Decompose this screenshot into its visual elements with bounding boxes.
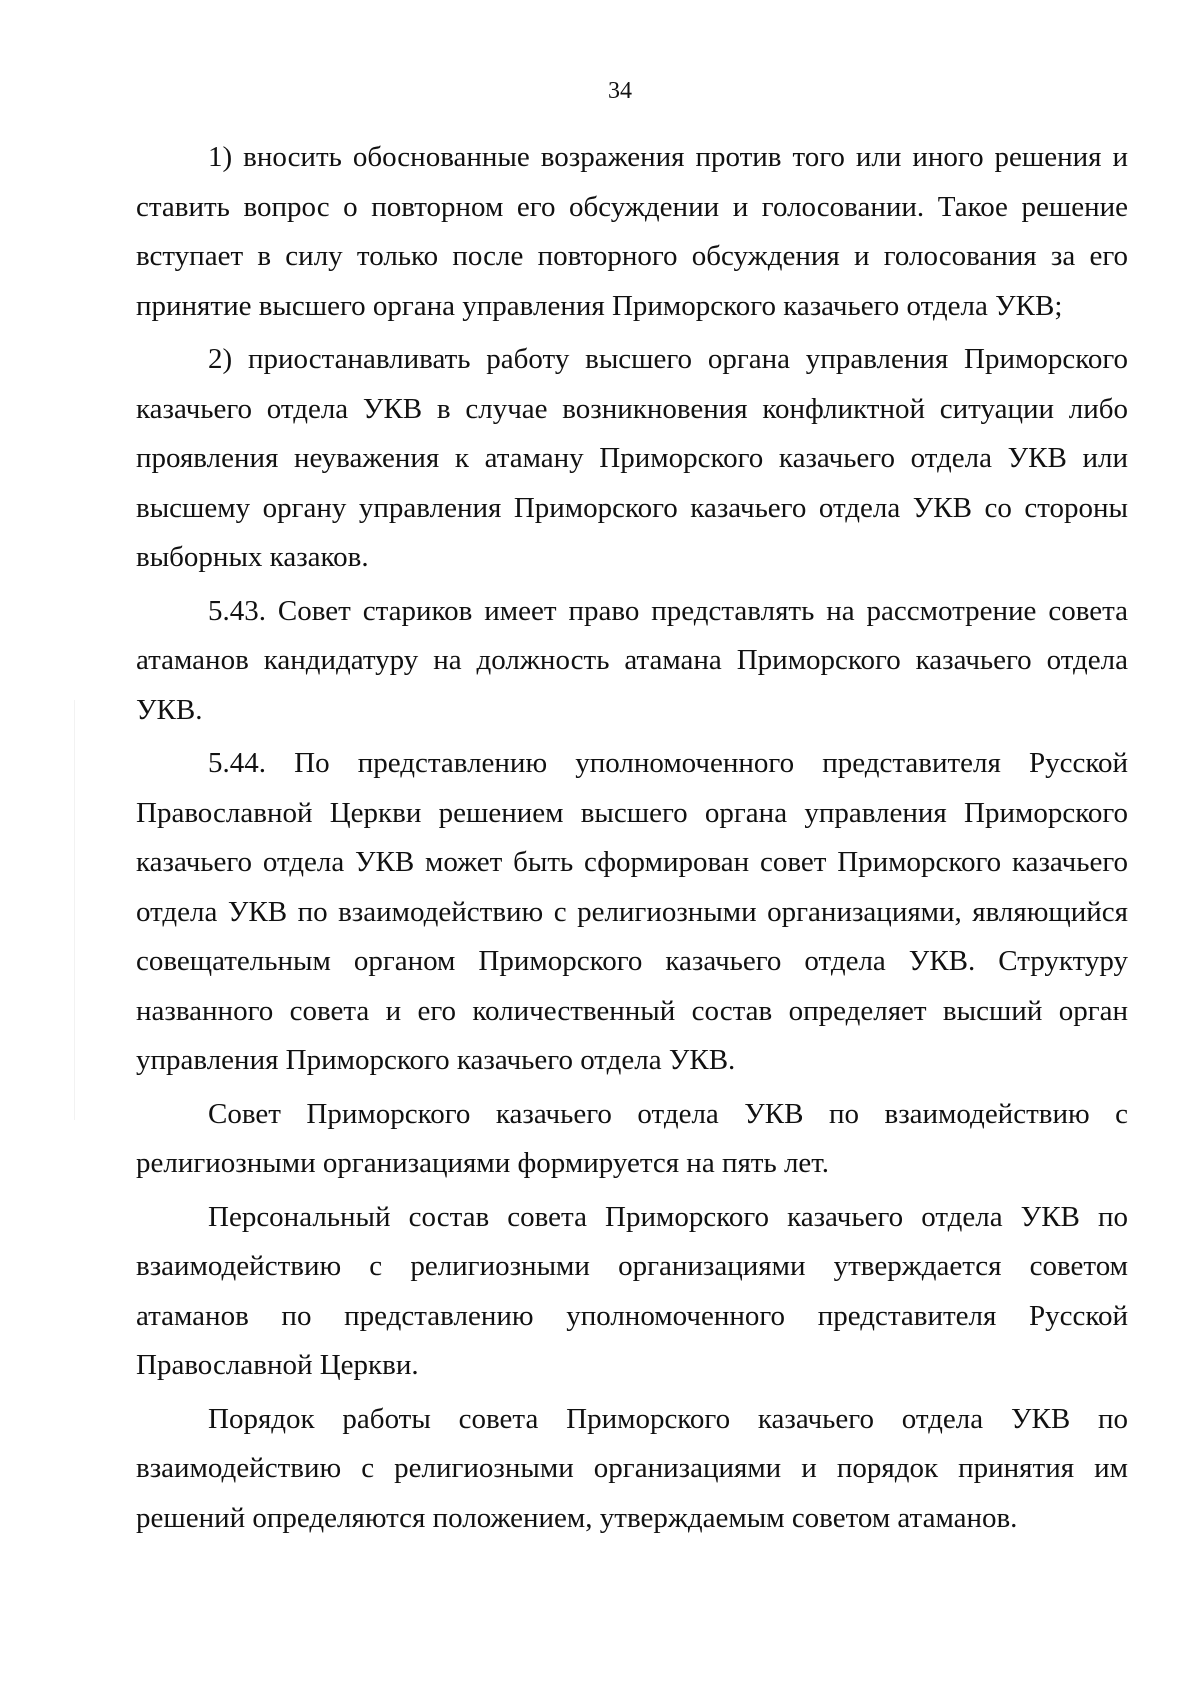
paragraph-5-43: 5.43. Совет стариков имеет право представлять на рассмотрение совета атаманов кандидатуру на должность атамана Приморского казачьего отдела УКВ. bbox=[136, 594, 1128, 726]
page-number: 34 bbox=[608, 78, 632, 104]
document-body bbox=[136, 133, 1128, 1543]
paragraph-5-44: 5.44. По представлению уполномоченного представителя Русской Православной Церкви решением высшего органа управления Приморского казачьего отдела УКВ может быть сформирован совет Приморского казачьего отдела УКВ по взаимодействию с религиозными организациями, являющийся совещательным органом Приморского казачьего отдела УКВ. Структуру названного совета и его количественный состав определяет высший орган управления Приморского казачьего отдела УКВ. bbox=[136, 747, 1128, 1076]
paragraph-item-1: 1) вносить обоснованные возражения против того или иного решения и ставить вопрос о повторном его обсуждении и голосовании. Такое решение вступает в силу только после повторного обсуждения и голосования за его принятие высшего органа управления Приморского казачьего отдела УКВ; bbox=[136, 141, 1128, 322]
paragraph-council-composition: Персональный состав совета Приморского казачьего отдела УКВ по взаимодействию с религиозными организациями утверждается советом атаманов по представлению уполномоченного представителя Русской Православной Церкви. bbox=[136, 1200, 1128, 1381]
paragraph-council-procedure: Порядок работы совета Приморского казачьего отдела УКВ по взаимодействию с религиозными организациями и порядок принятия им решений определяются положением, утверждаемым советом атаманов. bbox=[136, 1402, 1128, 1534]
paragraph-item-2: 2) приостанавливать работу высшего органа управления Приморского казачьего отдела УКВ в случае возникновения конфликтной ситуации либо проявления неуважения к атаману Приморского казачьего отдела УКВ или высшему органу управления Приморского казачьего отдела УКВ со стороны выборных казаков. bbox=[136, 343, 1128, 573]
paragraph-council-term: Совет Приморского казачьего отдела УКВ по взаимодействию с религиозными организациями формируется на пять лет. bbox=[136, 1097, 1128, 1179]
scan-edge-line bbox=[74, 700, 75, 1120]
